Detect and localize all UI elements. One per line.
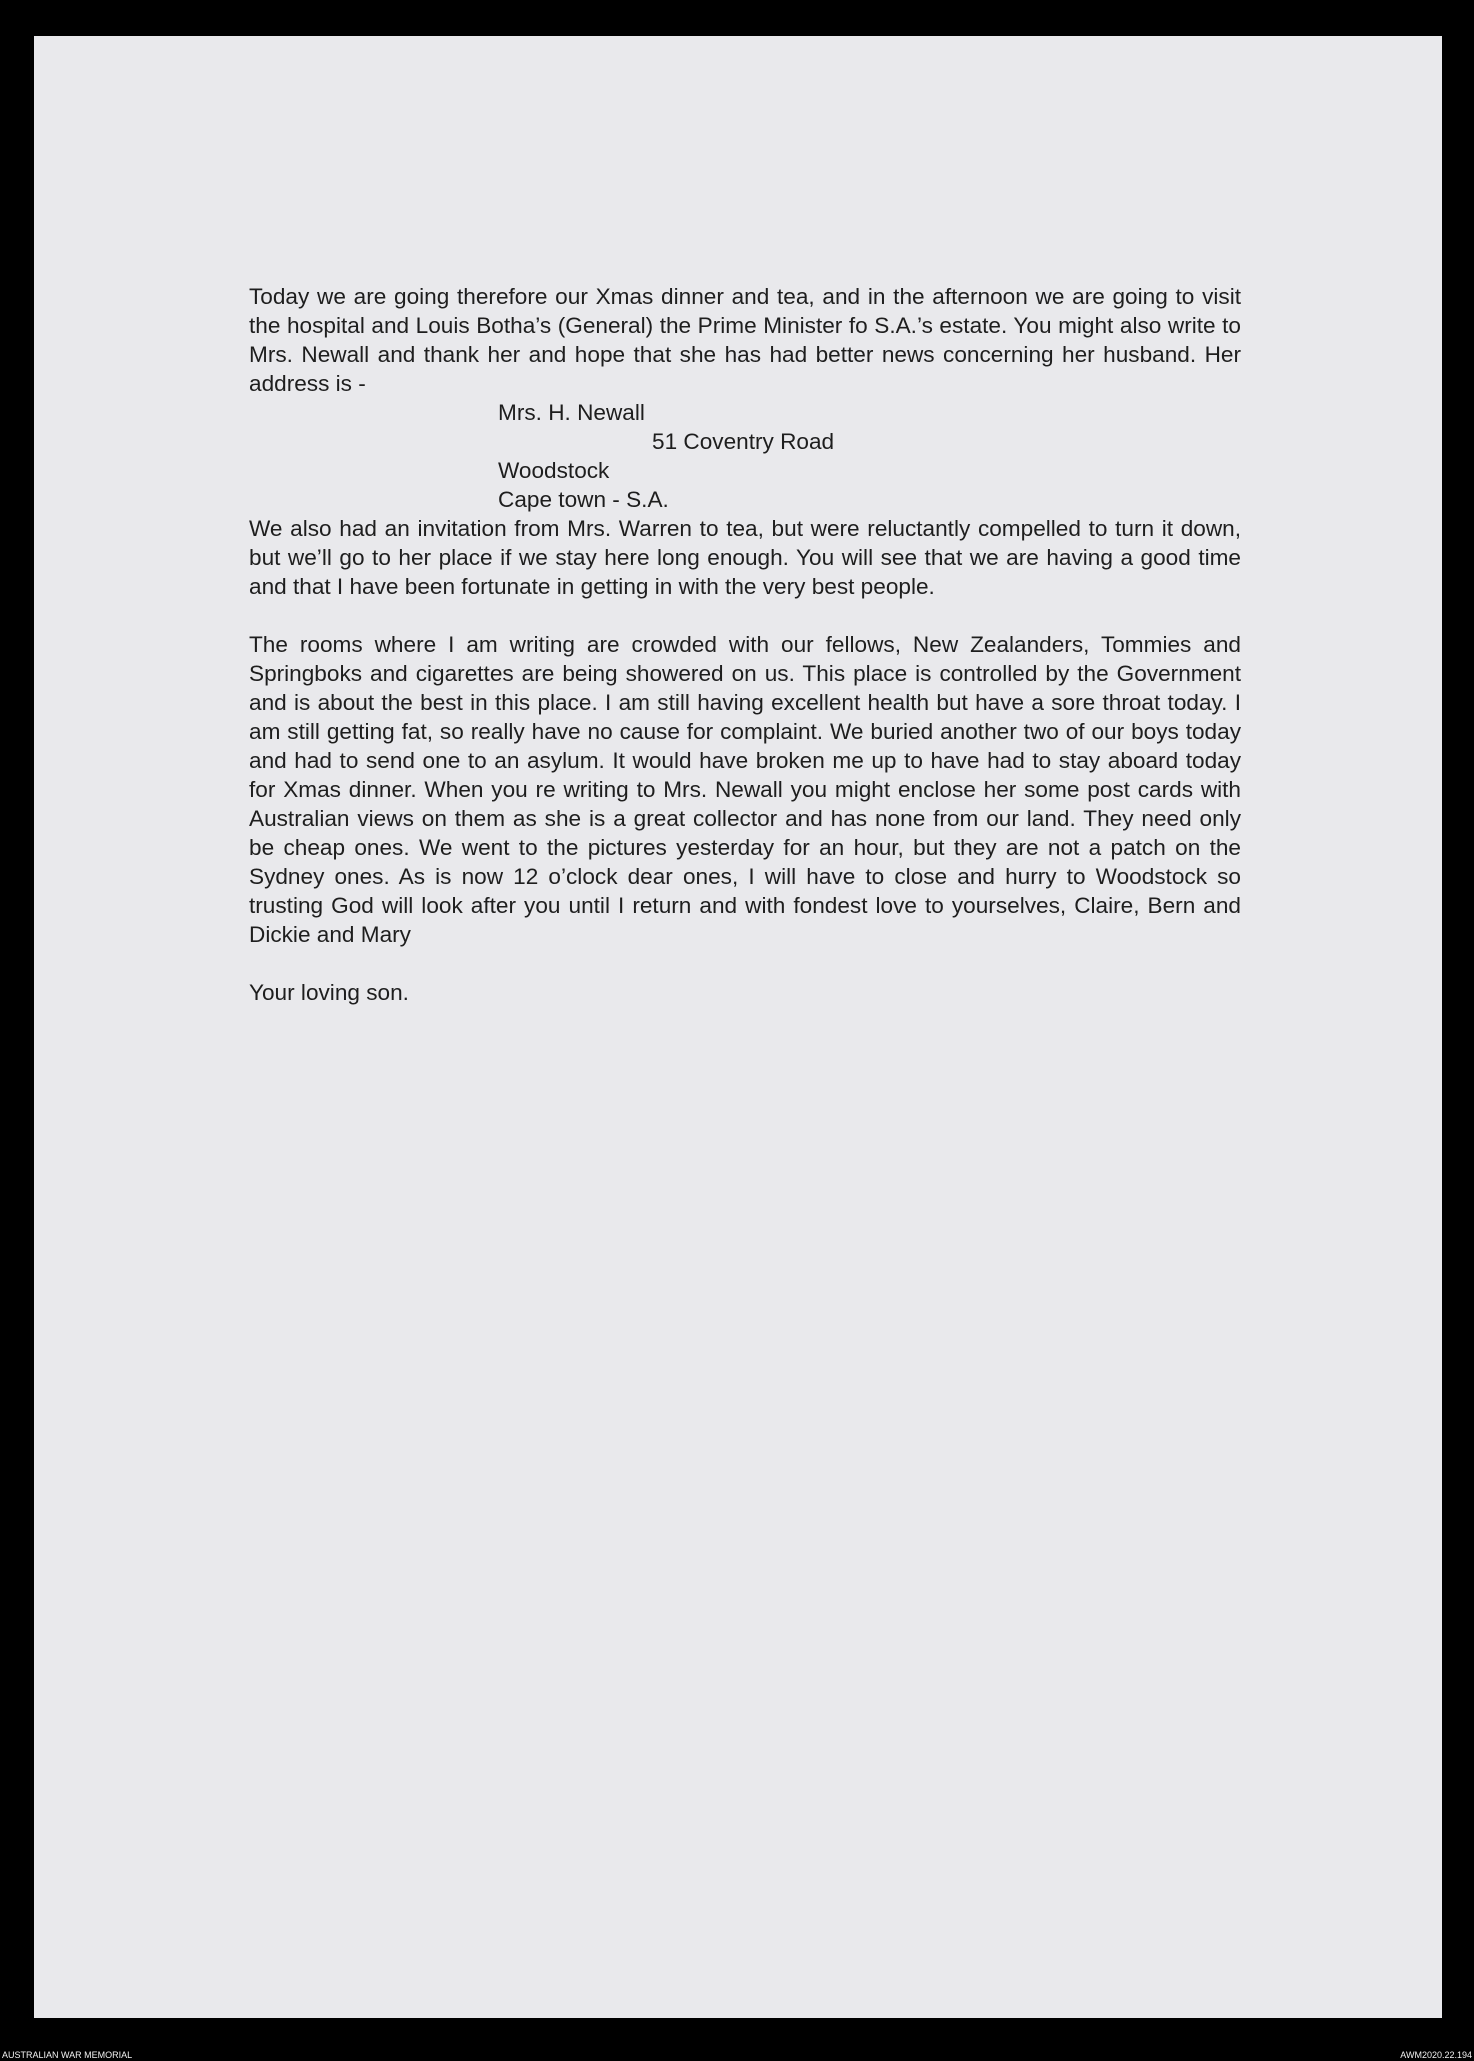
paragraph-gap [249,601,1241,630]
letter-closing: Your loving son. [249,980,409,1005]
letter-body [249,282,1241,1007]
address-block [249,398,1241,514]
letter-paragraph-3: The rooms where I am writing are crowded with our fellows, New Zealanders, Tommies and Springboks and cigarettes are being showered on us. This place is controlled by the Government and is about the best in this place. I am still having excellent health but have a sore throat today. I am still getting fat, so really have no cause for complaint. We buried another two of our boys today and had to send one to an asylum. It would have broken me up to have had to stay aboard today for Xmas dinner. When you re writing to Mrs. Newall you might enclose her some post cards with Australian views on them as she is a great collector and has none from our land. They need only be cheap ones. We went to the pictures yesterday for an hour, but they are not a patch on the Sydney ones. As is now 12 o’clock dear ones, I will have to close and hurry to Woodstock so trusting God will look after you until I return and with fondest love to yourselves, Claire, Bern and Dickie and Mary [249,632,1241,947]
address-city: Cape town - S.A. [498,487,669,512]
document-page [34,36,1442,2018]
letter-paragraph-2: We also had an invitation from Mrs. Warren to tea, but were reluctantly compelled to turn it down, but we’ll go to her place if we stay here long enough. You will see that we are having a good time and that I have been fortunate in getting in with the very best people. [249,516,1241,599]
letter-paragraph-1: Today we are going therefore our Xmas dinner and tea, and in the afternoon we are going to visit the hospital and Louis Botha’s (General) the Prime Minister fo S.A.’s estate. You might also write to Mrs. Newall and thank her and hope that she has had better news concerning her husband. Her address is - [249,284,1241,396]
address-street: 51 Coventry Road [652,429,835,454]
footer-catalogue-number: AWM2020.22.194 [1400,2050,1472,2060]
address-name: Mrs. H. Newall [498,400,645,425]
address-suburb: Woodstock [498,458,610,483]
footer-institution: AUSTRALIAN WAR MEMORIAL [2,2050,133,2060]
paragraph-gap [249,949,1241,978]
